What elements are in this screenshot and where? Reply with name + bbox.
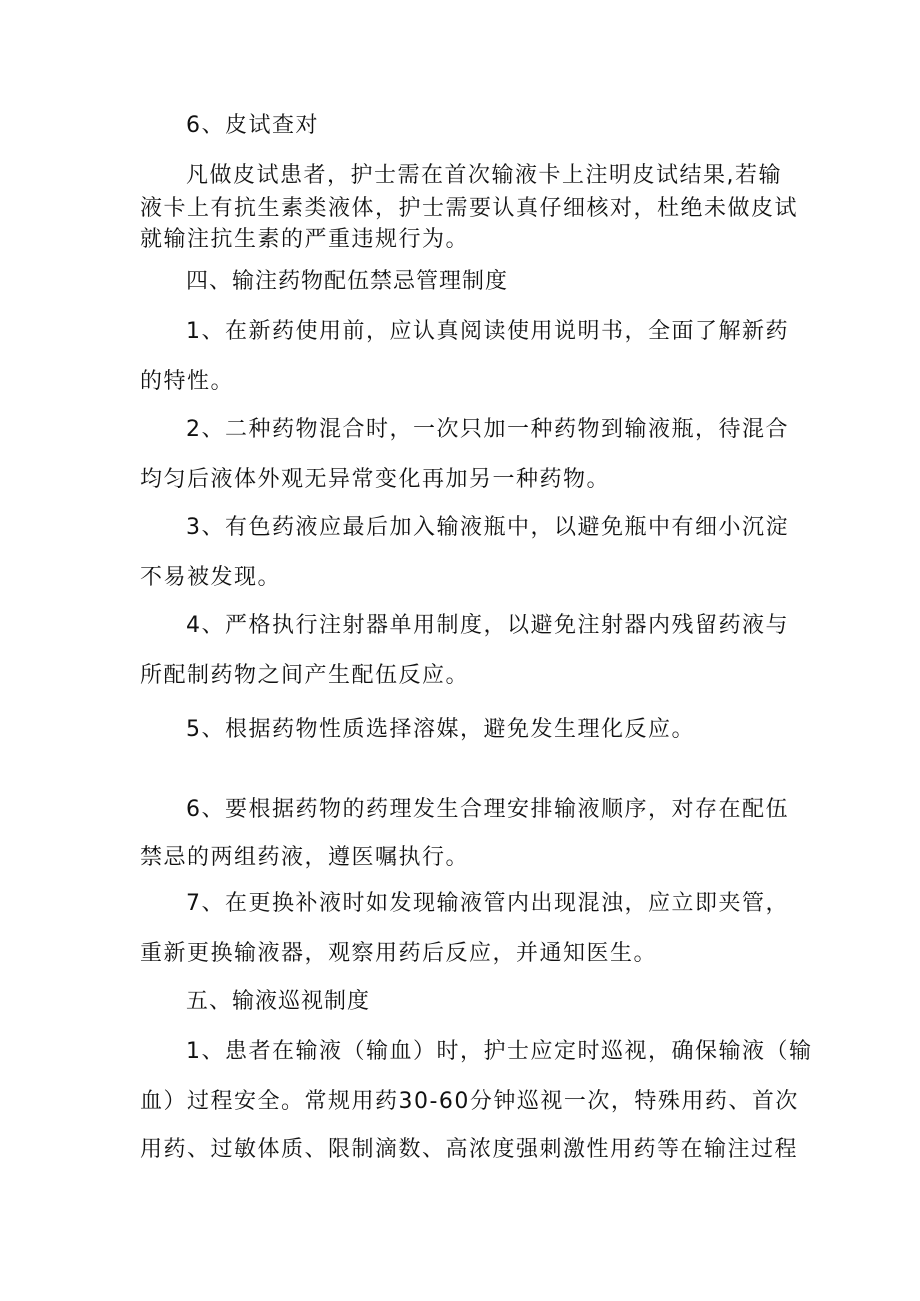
section-heading-patrol: 五、输液巡视制度	[186, 989, 371, 1014]
paragraph-line: 重新更换输液器，观察用药后反应，并通知医生。	[140, 941, 658, 966]
paragraph-line: 4、严格执行注射器单用制度，以避免注射器内残留药液与	[186, 613, 789, 638]
paragraph-line: 就输注抗生素的严重违规行为。	[140, 227, 470, 252]
paragraph-line: 7、在更换补液时如发现输液管内出现混浊，应立即夹管，	[186, 891, 789, 916]
paragraph-line: 所配制药物之间产生配伍反应。	[140, 663, 470, 688]
paragraph-line: 2、二种药物混合时，一次只加一种药物到输液瓶，待混合	[186, 417, 789, 442]
paragraph-line: 液卡上有抗生素类液体，护士需要认真仔细核对，杜绝未做皮试	[140, 196, 799, 221]
paragraph-line: 3、有色药液应最后加入输液瓶中，以避免瓶中有细小沉淀	[186, 515, 789, 540]
paragraph-line: 凡做皮试患者，护士需在首次输液卡上注明皮试结果,若输	[186, 163, 782, 188]
paragraph-line: 用药、过敏体质、限制滴数、高浓度强刺激性用药等在输注过程	[140, 1137, 799, 1162]
paragraph-line: 6、要根据药物的药理发生合理安排输液顺序，对存在配伍	[186, 797, 789, 822]
paragraph-line: 的特性。	[140, 369, 235, 394]
paragraph-line: 禁忌的两组药液，遵医嘱执行。	[140, 845, 470, 870]
paragraph-line: 均匀后液体外观无异常变化再加另一种药物。	[140, 467, 611, 492]
paragraph-line: 5、根据药物性质选择溶媒，避免发生理化反应。	[186, 717, 695, 742]
paragraph-line: 1、在新药使用前，应认真阅读使用说明书，全面了解新药	[186, 319, 789, 344]
section-heading-compatibility: 四、输注药物配伍禁忌管理制度	[186, 269, 509, 294]
section-heading-skin-test: 6、皮试查对	[186, 113, 319, 138]
paragraph-line: 不易被发现。	[140, 565, 282, 590]
paragraph-line: 1、患者在输液（输血）时，护士应定时巡视，确保输液（输	[186, 1039, 813, 1064]
paragraph-line: 血）过程安全。常规用药30-60分钟巡视一次，特殊用药、首次	[140, 1089, 799, 1114]
